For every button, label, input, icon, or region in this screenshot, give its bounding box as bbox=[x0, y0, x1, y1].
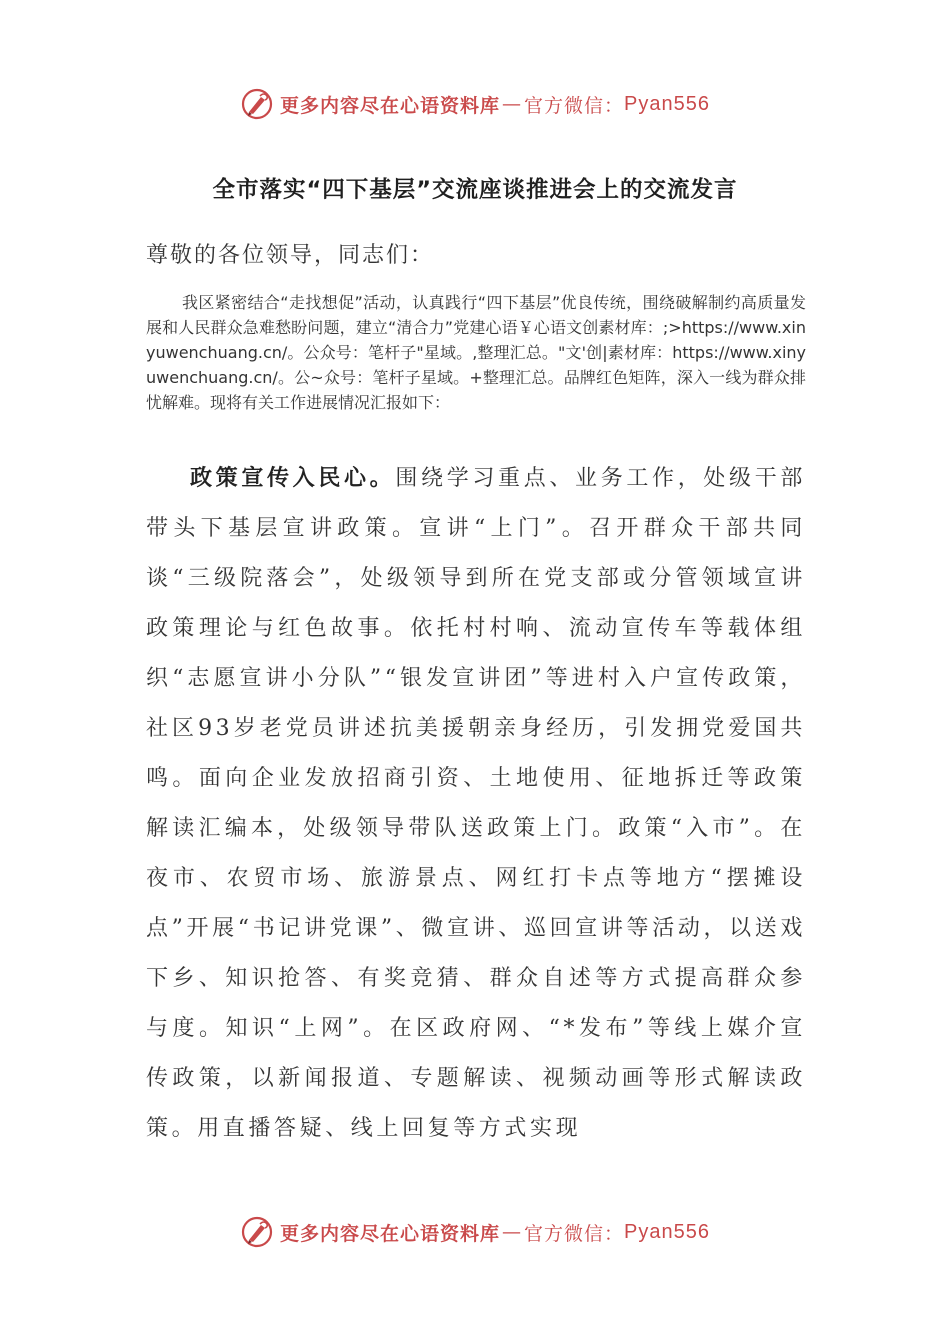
banner-wechat-id: Pyan556 bbox=[624, 92, 710, 115]
banner-sub-text: 官方微信： bbox=[524, 1222, 625, 1245]
pen-nib-logo-icon bbox=[240, 87, 274, 121]
salutation: 尊敬的各位领导，同志们： bbox=[146, 243, 435, 268]
footer-banner bbox=[0, 1212, 950, 1252]
section-body: 围绕学习重点、业务工作，处级干部带头下基层宣讲政策。宣讲“上门”。召开群众干部共同谈“三级院落会”，处级领导到所在党支部或分管领域宣讲政策理论与红色故事。依托村村响、流动宣传车等载体组织“志愿宣讲小分队”“银发宣讲团”等进村入户宣传政策，社区93岁老党员讲述抗美援朝亲身经历，引发拥党爱国共鸣。面向企业发放招商引资、土地使用、征地拆迁等政策解读汇编本，处级领导带队送政策上门。政策“入市”。在夜市、农贸市场、旅游景点、网红打卡点等地方“摆摊设点”开展“书记讲党课”、微宣讲、巡回宣讲等活动，以送戏下乡、知识抢答、有奖竞猜、群众自述等方式提高群众参与度。知识“上网”。在区政府网、“*发布”等线上媒介宣传政策，以新闻报道、专题解读、视频动画等形式解读政策。用直播答疑、线上回复等方式实现 bbox=[146, 466, 806, 1141]
section-lead: 政策宣传入民心。 bbox=[190, 466, 396, 491]
banner-sub-text: 官方微信： bbox=[524, 94, 625, 117]
banner-separator: — bbox=[502, 1221, 523, 1243]
banner-wechat-id: Pyan556 bbox=[624, 1220, 710, 1243]
header-banner bbox=[0, 84, 950, 124]
pen-nib-logo-icon bbox=[240, 1215, 274, 1249]
banner-separator: — bbox=[502, 93, 523, 115]
banner-main-text: 更多内容尽在心语资料库 bbox=[280, 1222, 501, 1245]
intro-paragraph: 我区紧密结合“走找想促”活动，认真践行“四下基层”优良传统，围绕破解制约高质量发展和人民群众急难愁盼问题，建立“清合力”党建心语￥心语文创素材库：;>https://www.xinyuwenchuang.cn/。公众号：笔杆子"星域。,整理汇总。"文'创|素材库：https://www.xinyuwenchuang.cn/。公~众号：笔杆子星域。+整理汇总。品牌红色矩阵，深入一线为群众排忧解难。现将有关工作进展情况汇报如下： bbox=[146, 293, 806, 412]
document-title: 全市落实“四下基层”交流座谈推进会上的交流发言 bbox=[212, 177, 738, 203]
section-paragraph bbox=[146, 454, 806, 1154]
banner-main-text: 更多内容尽在心语资料库 bbox=[280, 94, 501, 117]
